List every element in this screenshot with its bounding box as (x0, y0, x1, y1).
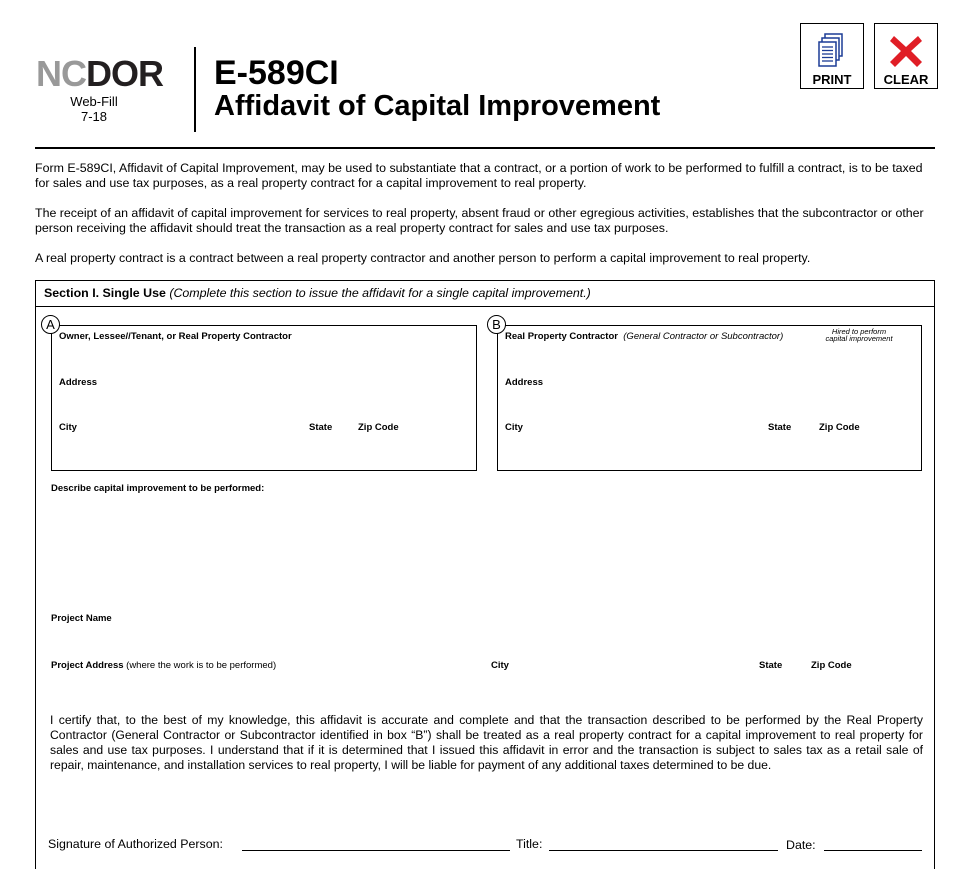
intro-paragraph-3: A real property contract is a contract between a real property contractor and another person to perform a capital improvement to real property. (35, 251, 811, 265)
logo-dor: DOR (86, 53, 163, 94)
project-city-label: City (491, 660, 509, 671)
title-line (549, 850, 778, 851)
ncdor-logo (36, 53, 176, 124)
print-button-label: PRINT (812, 71, 852, 87)
project-city-field[interactable] (491, 675, 751, 697)
signature-field[interactable] (242, 829, 510, 849)
project-state-label: State (759, 660, 783, 671)
logo-wordmark (36, 53, 176, 94)
documents-icon (812, 32, 852, 70)
contractor-state-label: State (768, 422, 792, 433)
form-title: Affidavit of Capital Improvement (214, 90, 661, 122)
box-b-contractor (497, 325, 922, 471)
section-title: Section I. Single Use (44, 286, 166, 300)
project-zip-label: Zip Code (811, 660, 852, 671)
contractor-zip-label: Zip Code (819, 422, 860, 433)
owner-address-field[interactable] (59, 392, 464, 414)
owner-zip-field[interactable] (358, 437, 466, 459)
project-state-field[interactable] (759, 675, 804, 697)
owner-address-label: Address (59, 377, 98, 388)
contractor-city-field[interactable] (505, 437, 760, 459)
hired-note-line-2: capital improvement (825, 334, 893, 343)
project-address-note: (where the work is to be performed) (126, 660, 277, 671)
owner-city-field[interactable] (59, 437, 299, 459)
project-name-label: Project Name (51, 613, 112, 624)
signature-label: Signature of Authorized Person: (48, 837, 223, 851)
section-header (36, 281, 934, 307)
owner-state-label: State (309, 422, 333, 433)
owner-zip-label: Zip Code (358, 422, 399, 433)
title-field[interactable] (549, 829, 778, 849)
red-x-icon (886, 32, 926, 70)
form-number: E-589CI (214, 54, 339, 92)
clear-button[interactable] (874, 23, 938, 89)
date-label: Date: (786, 838, 816, 852)
header-rule (35, 147, 935, 149)
project-address-label (51, 660, 276, 671)
signature-line (242, 850, 510, 851)
contractor-address-label: Address (505, 377, 544, 388)
clear-button-label: CLEAR (883, 71, 929, 87)
project-zip-field[interactable] (811, 675, 921, 697)
owner-name-label: Owner, Lessee//Tenant, or Real Property Contractor (59, 331, 292, 342)
contractor-address-field[interactable] (505, 392, 910, 414)
contractor-state-field[interactable] (768, 437, 812, 459)
section-subtitle: (Complete this section to issue the affidavit for a single capital improvement.) (169, 286, 591, 300)
hired-note (814, 328, 904, 342)
owner-city-label: City (59, 422, 77, 433)
date-line (824, 850, 922, 851)
box-a-marker: A (41, 315, 60, 334)
certification-text: I certify that, to the best of my knowledge, this affidavit is accurate and complete and that the transaction described to be performed by the Real Property Contractor (General Contractor or Subcontractor identified in box “B”) shall be treated as a real property contract for a capital improvement to real property for sales and use tax purposes. I understand that if it is determined that I issued this affidavit in error and the transaction is subject to sales tax as a retail sale of repair, maintenance, and installation services to real property, I will be liable for payment of any additional taxes determined to be due. (50, 713, 923, 772)
box-a-owner (51, 325, 477, 471)
logo-webfill: Web-Fill (70, 94, 118, 109)
date-field[interactable] (824, 829, 922, 849)
contractor-name-label (505, 331, 783, 342)
contractor-name-field[interactable] (505, 346, 910, 368)
contractor-city-label: City (505, 422, 523, 433)
contractor-name-label-text: Real Property Contractor (505, 331, 618, 342)
print-button[interactable] (800, 23, 864, 89)
header-divider (194, 47, 196, 132)
describe-label: Describe capital improvement to be performed: (51, 483, 265, 494)
owner-state-field[interactable] (309, 437, 351, 459)
intro-paragraph-2: The receipt of an affidavit of capital improvement for services to real property, absent fraud or other egregious activities, establishes that the subcontractor or other person receiving the affidavit should treat the transaction as a real property contract for sales and use tax purposes. (35, 206, 924, 235)
intro-paragraph-1: Form E-589CI, Affidavit of Capital Improvement, may be used to substantiate that a contract, or a portion of work to be performed to fulfill a contract, is to be taxed for sales and use tax purposes, as a real property contract for a capital improvement to real property. (35, 161, 923, 190)
contractor-name-note: (General Contractor or Subcontractor) (623, 331, 784, 342)
project-address-label-text: Project Address (51, 660, 124, 671)
box-b-marker: B (487, 315, 506, 334)
logo-nc: NC (36, 53, 86, 94)
logo-version: 7-18 (80, 109, 108, 124)
project-address-field[interactable] (51, 675, 481, 697)
section-single-use (35, 280, 935, 869)
project-name-field[interactable] (51, 628, 921, 650)
owner-name-field[interactable] (59, 346, 464, 368)
logo-subtitle (36, 94, 176, 124)
describe-field[interactable] (51, 499, 921, 599)
contractor-zip-field[interactable] (819, 437, 914, 459)
hired-note-line-1: Hired to perform (831, 327, 887, 336)
title-label: Title: (516, 837, 543, 851)
